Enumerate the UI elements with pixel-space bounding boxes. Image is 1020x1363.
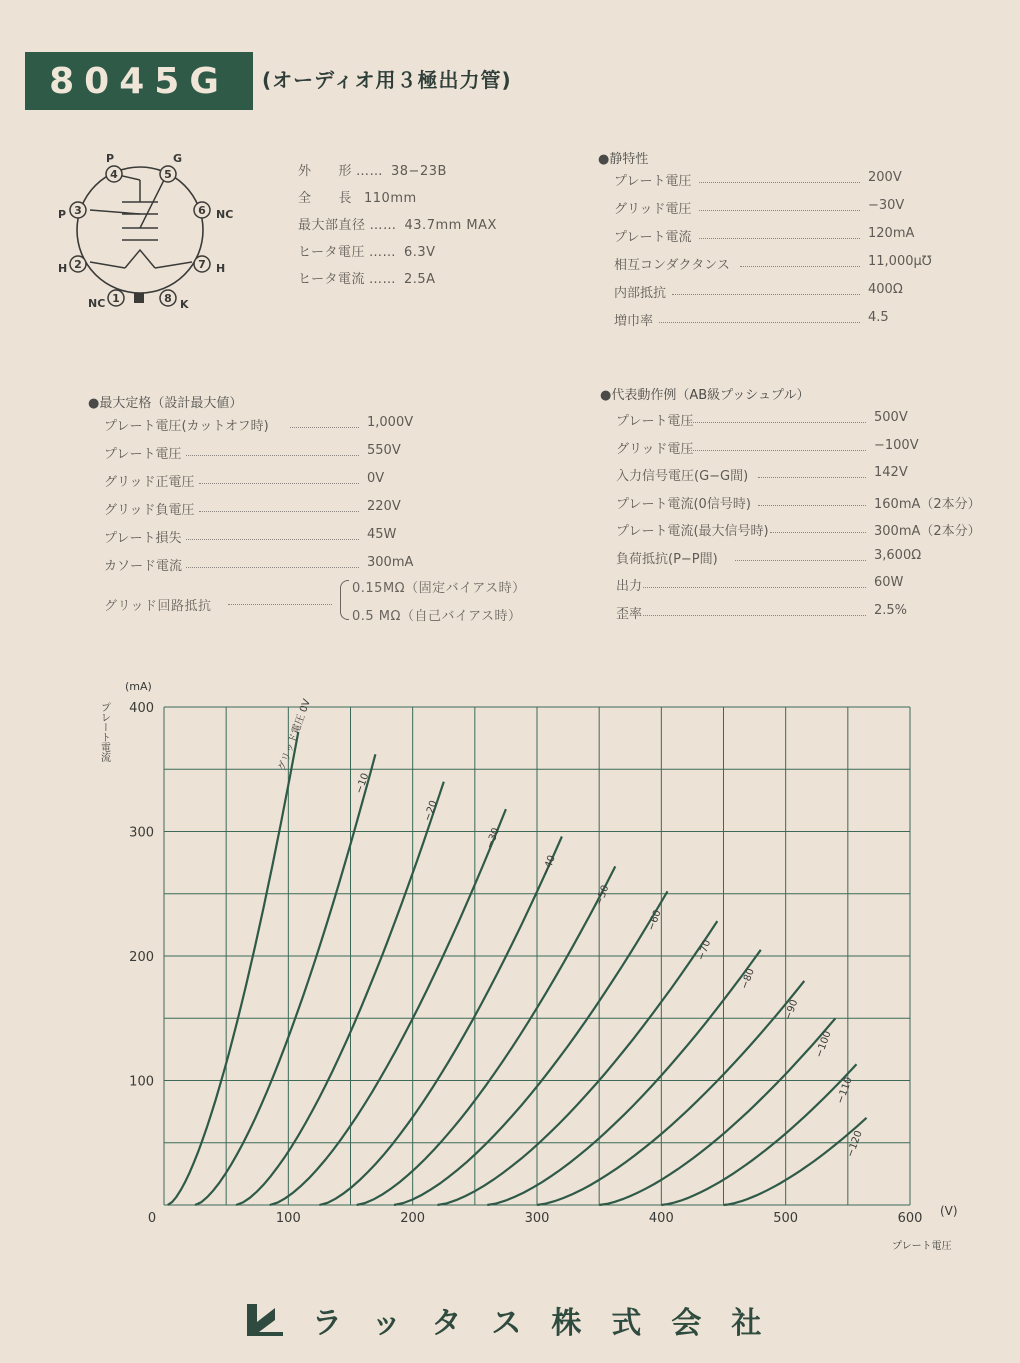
- pin-8-label: K: [180, 298, 189, 311]
- spec-label: プレート電圧(カットオフ時): [104, 419, 269, 434]
- spec-value: 60W: [874, 575, 904, 590]
- y-tick-label: 200: [129, 950, 154, 965]
- spec-value: 2.5%: [874, 602, 908, 618]
- x-tick-label: 500: [773, 1211, 799, 1226]
- pin-2-number: 2: [74, 258, 82, 271]
- spec-label: プレート電流(0信号時): [616, 496, 751, 512]
- spec-value: 550V: [367, 443, 401, 458]
- pin-4-number: 4: [110, 168, 118, 181]
- spec-label: 相互コンダクタンス: [614, 258, 730, 273]
- spec-value: 220V: [367, 499, 401, 514]
- x-axis-label: プレート電圧: [892, 1241, 952, 1252]
- spec-value: 45W: [367, 527, 397, 542]
- dimension-value: 38−23B: [391, 164, 447, 179]
- dimension-label: ヒータ電圧: [298, 245, 365, 260]
- spec-value: 11,000μ℧: [868, 254, 932, 269]
- pin-1-label: NC: [88, 297, 106, 310]
- pin-8-number: 8: [164, 292, 172, 305]
- pin-3-label: P: [58, 208, 67, 221]
- curve-label: −50: [593, 883, 612, 908]
- y-unit-label: (mA): [125, 680, 152, 693]
- spec-label: グリッド電圧: [614, 202, 692, 217]
- x-tick-label: 300: [524, 1211, 550, 1226]
- spec-value: −30V: [868, 198, 905, 213]
- pin-2-label: H: [58, 262, 68, 275]
- spec-value: 400Ω: [868, 282, 903, 297]
- spec-label: プレート電圧: [104, 447, 182, 462]
- pin-7-number: 7: [198, 258, 206, 271]
- spec-label: プレート電流: [614, 230, 692, 245]
- pin-6-number: 6: [198, 204, 206, 217]
- spec-value: 200V: [868, 170, 902, 185]
- curve-label: −110: [835, 1075, 855, 1106]
- spec-value: 300mA: [367, 555, 414, 570]
- max-ratings-heading: ●最大定格（設計最大値）: [88, 396, 243, 411]
- curve-line: [195, 754, 375, 1205]
- subtitle: (オーディオ用３極出力管): [262, 68, 512, 92]
- y-tick-label: 100: [129, 1074, 154, 1090]
- spec-label: グリッド正電圧: [104, 475, 195, 490]
- spec-label: 出力: [616, 579, 643, 594]
- spec-value: 0V: [367, 471, 385, 486]
- spec-value: 300mA（2本分）: [874, 524, 981, 539]
- x-tick-label: 0: [147, 1211, 157, 1226]
- dimension-sep: ……: [368, 245, 396, 260]
- spec-label: プレート電圧: [616, 414, 694, 429]
- curve-label: グリッド電圧 0V: [276, 697, 314, 773]
- pin-3-number: 3: [74, 204, 82, 217]
- spec-label: 入力信号電圧(G−G間): [616, 469, 749, 484]
- dimension-sep: ……: [369, 218, 397, 233]
- y-tick-label: 300: [129, 825, 154, 841]
- x-tick-label: 100: [275, 1211, 301, 1226]
- curve-line: [599, 1018, 835, 1205]
- dimension-value: 43.7mm MAX: [404, 218, 497, 233]
- spec-label: 負荷抵抗(P−P間): [616, 551, 718, 567]
- spec-label: グリッド電圧: [616, 441, 694, 457]
- x-tick-label: 200: [400, 1211, 426, 1226]
- spec-value: 4.5: [868, 310, 889, 325]
- static-heading: ●静特性: [598, 152, 649, 167]
- dimension-label: 全 長: [298, 191, 353, 206]
- dimension-value: 2.5A: [403, 272, 436, 287]
- pin-4-label: P: [106, 152, 115, 165]
- pin-1-number: 1: [112, 292, 120, 305]
- company-logo-icon: [245, 1302, 285, 1336]
- curve-label: −30: [484, 826, 502, 851]
- grid-resistance-self: 0.5 MΩ（自己バイアス時）: [352, 609, 522, 624]
- spec-value: 500V: [874, 410, 908, 425]
- spec-label: プレート電圧: [614, 174, 692, 189]
- spec-label: 歪率: [616, 606, 643, 622]
- model-title: 8045G: [25, 52, 253, 110]
- spec-label: プレート損失: [104, 531, 182, 546]
- curve-label: −60: [646, 908, 664, 933]
- dimension-value: 6.3V: [403, 245, 436, 260]
- pin-5-number: 5: [164, 168, 172, 181]
- dimension-label: 最大部直径: [298, 218, 366, 233]
- dimension-label: 外 形: [298, 164, 353, 179]
- grid-resistance-label: グリッド回路抵抗: [104, 599, 212, 614]
- spec-value: 120mA: [868, 226, 915, 241]
- curve-line: [168, 732, 299, 1205]
- curve-label: −90: [782, 998, 801, 1022]
- x-tick-label: 400: [648, 1211, 674, 1226]
- curve-line: [724, 1118, 867, 1205]
- curve-label: −10: [353, 771, 372, 796]
- dimension-value: 110mm: [364, 191, 417, 206]
- curve-label: −40: [540, 853, 558, 878]
- curve-label: −70: [695, 938, 714, 963]
- pin-6-label: NC: [216, 208, 234, 221]
- spec-label: 増巾率: [614, 314, 654, 329]
- dimension-sep: ……: [368, 272, 396, 287]
- spec-value: −100V: [874, 437, 919, 453]
- curve-line: [438, 921, 718, 1205]
- dimension-sep: ……: [356, 164, 384, 179]
- typical-heading: ●代表動作例（AB級プッシュプル）: [600, 388, 810, 403]
- curve-line: [537, 981, 804, 1205]
- pin-5-label: G: [173, 152, 183, 165]
- dimension-label: ヒータ電流: [298, 272, 365, 287]
- spec-value: 3,600Ω: [874, 547, 922, 563]
- spec-value: 160mA（2本分）: [874, 496, 981, 512]
- spec-value: 1,000V: [367, 415, 414, 430]
- grid-resistance-fixed: 0.15MΩ（固定バイアス時）: [352, 581, 526, 596]
- curve-label: −120: [844, 1129, 865, 1159]
- spec-value: 142V: [874, 465, 908, 480]
- pin-7-label: H: [216, 262, 226, 275]
- x-tick-label: 600: [897, 1211, 923, 1226]
- curve-line: [270, 809, 506, 1205]
- curve-label: −80: [739, 967, 757, 991]
- y-axis-label: プレート電流: [98, 702, 110, 762]
- y-tick-label: 400: [129, 701, 154, 716]
- spec-label: カソード電流: [104, 559, 183, 574]
- spec-label: グリッド負電圧: [104, 503, 195, 518]
- curve-label: −100: [813, 1029, 834, 1060]
- x-unit-label: (V): [940, 1204, 958, 1218]
- spec-label: プレート電流(最大信号時): [616, 524, 769, 539]
- curve-line: [661, 1064, 856, 1205]
- curve-label: −20: [422, 799, 440, 823]
- company-name: ラッタス株式会社: [312, 1306, 792, 1341]
- spec-label: 内部抵抗: [614, 286, 667, 301]
